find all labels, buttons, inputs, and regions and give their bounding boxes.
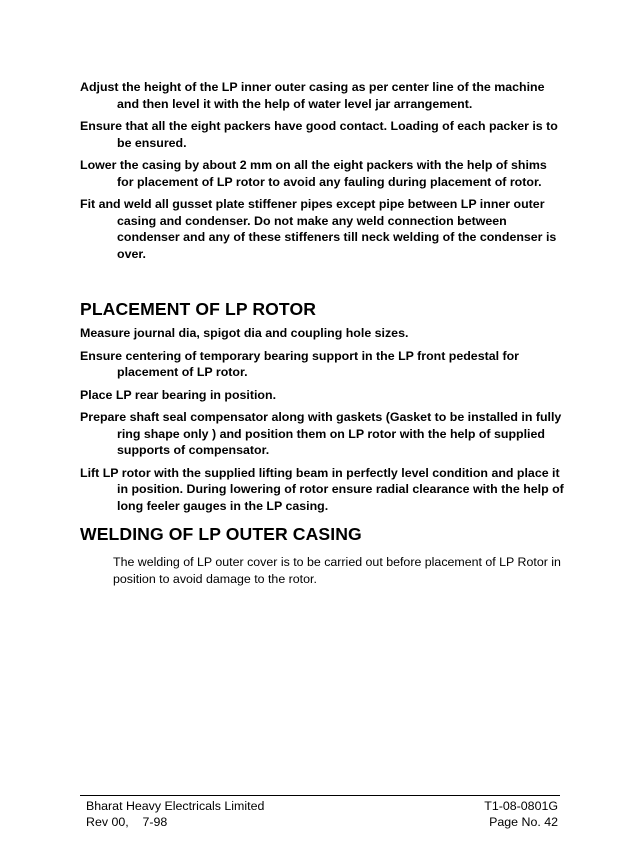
footer-company: Bharat Heavy Electricals Limited bbox=[86, 799, 265, 813]
page-footer bbox=[80, 795, 560, 830]
instruction-paragraph: Fit and weld all gusset plate stiffener pipes except pipe between LP inner outer casing and condenser. Do not make any weld connection between condenser and any of these stiffeners till neck welding of the condenser is over. bbox=[80, 197, 557, 261]
section-heading-placement-of-lp-rotor: PLACEMENT OF LP ROTOR bbox=[80, 299, 317, 319]
footer-doc-code: T1-08-0801G bbox=[484, 799, 558, 813]
section-body-text: The welding of LP outer cover is to be carried out before placement of LP Rotor in position to avoid damage to the rotor. bbox=[113, 555, 561, 586]
instruction-paragraph: Lower the casing by about 2 mm on all the eight packers with the help of shims for placement of LP rotor to avoid any fauling during placement of rotor. bbox=[80, 158, 547, 189]
footer-row-bottom bbox=[80, 814, 560, 830]
instruction-paragraph: Ensure centering of temporary bearing support in the LP front pedestal for placement of LP rotor. bbox=[80, 348, 520, 379]
footer-row-top bbox=[80, 798, 560, 814]
page-content bbox=[80, 79, 565, 587]
instruction-paragraph: Ensure that all the eight packers have good contact. Loading of each packer is to be ensured. bbox=[80, 119, 558, 150]
footer-page-number: Page No. 42 bbox=[489, 815, 558, 829]
footer-revision: Rev 00, 7-98 bbox=[86, 815, 168, 829]
instruction-paragraph: Measure journal dia, spigot dia and coupling hole sizes. bbox=[80, 326, 409, 340]
instruction-paragraph: Place LP rear bearing in position. bbox=[80, 387, 277, 402]
instruction-paragraph: Lift LP rotor with the supplied lifting beam in perfectly level condition and place it in position. During lowering of rotor ensure radial clearance with the help of long feeler gauges in the LP casing. bbox=[80, 465, 564, 513]
instruction-paragraph: Adjust the height of the LP inner outer casing as per center line of the machine and then level it with the help of water level jar arrangement. bbox=[80, 80, 545, 111]
section-heading-welding-of-lp-outer-casing: WELDING OF LP OUTER CASING bbox=[80, 524, 362, 544]
instruction-paragraph: Prepare shaft seal compensator along with gaskets (Gasket to be installed in fully ring shape only ) and position them on LP rotor with the help of supplied supports of compensator. bbox=[80, 410, 562, 457]
